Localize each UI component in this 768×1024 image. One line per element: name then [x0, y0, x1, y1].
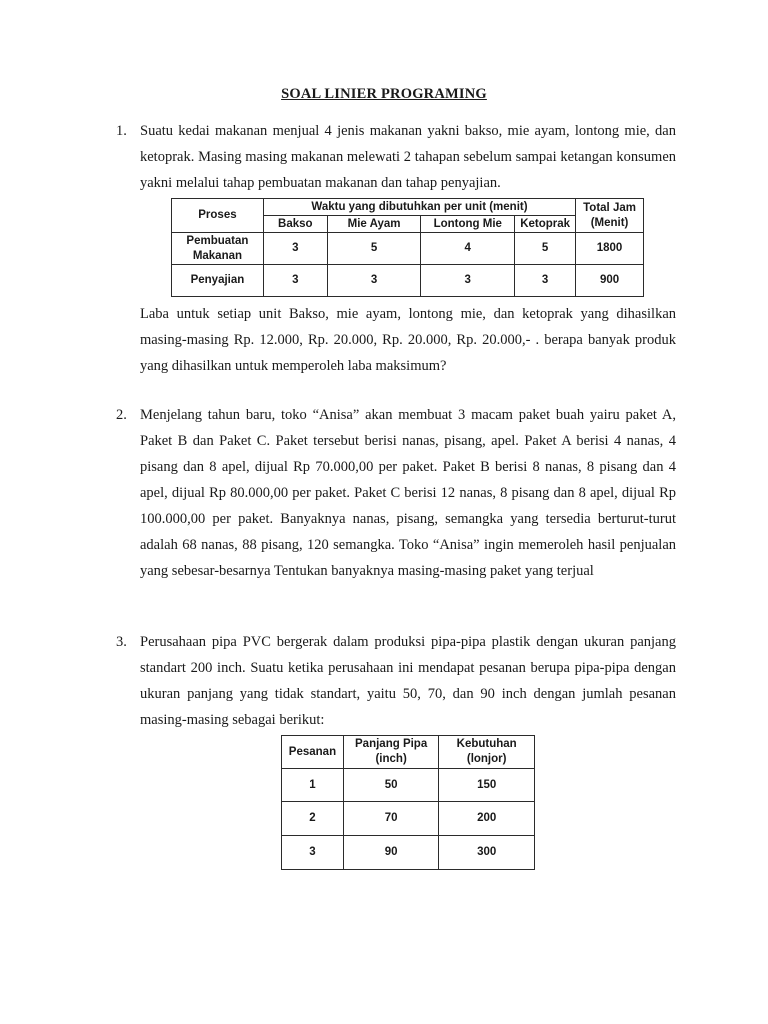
cell: 3 — [515, 265, 576, 297]
cell: 1 — [282, 769, 344, 802]
question-2-text: Menjelang tahun baru, toko “Anisa” akan membuat 3 macam paket buah yairu paket A, Paket B dan Paket C. Paket tersebut berisi nanas, pisang, apel. Paket A berisi 4 nanas, 4 pisang dan 8 apel, dijual Rp 70.000,00 per paket. Paket B berisi 8 nanas, 8 pisang dan 4 apel, dijual Rp 80.000,00 per paket. Paket C berisi 12 nanas, 8 pisang dan 8 apel, dijual Rp 100.000,00 per paket. Banyaknya nanas, pisang, semangka yang tersedia berturut-turut adalah 68 nanas, 88 pisang, 120 semangka. Toko “Anisa” ingin memeroleh hasil penjualan yang sebesar-besarnya Tentukan banyaknya masing-masing paket yang terjual — [140, 407, 676, 579]
table-row — [282, 836, 535, 870]
header-mie-ayam: Mie Ayam — [327, 216, 421, 233]
header-waktu-group: Waktu yang dibutuhkan per unit (menit) — [263, 199, 575, 216]
header-panjang-pipa: Panjang Pipa (inch) — [343, 736, 438, 769]
row-label: Pembuatan Makanan — [172, 233, 264, 265]
cell: 300 — [439, 836, 535, 870]
cell: 2 — [282, 802, 344, 836]
header-bakso: Bakso — [263, 216, 327, 233]
header-proses: Proses — [172, 199, 264, 233]
cell: 3 — [263, 265, 327, 297]
cell: 4 — [421, 233, 515, 265]
cell: 90 — [343, 836, 438, 870]
header-pesanan: Pesanan — [282, 736, 344, 769]
cell: 50 — [343, 769, 438, 802]
cell: 200 — [439, 802, 535, 836]
question-3 — [116, 629, 676, 733]
cell-total: 900 — [576, 265, 644, 297]
cell: 150 — [439, 769, 535, 802]
cell: 3 — [282, 836, 344, 870]
cell: 5 — [327, 233, 421, 265]
header-lontong-mie: Lontong Mie — [421, 216, 515, 233]
table-waktu-produksi — [171, 198, 644, 297]
row-label: Penyajian — [172, 265, 264, 297]
table-row — [172, 233, 644, 265]
header-total-jam: Total Jam (Menit) — [576, 199, 644, 233]
cell: 3 — [421, 265, 515, 297]
table-row — [282, 802, 535, 836]
question-1-text2: Laba untuk setiap unit Bakso, mie ayam, lontong mie, dan ketoprak yang dihasilkan masing-masing Rp. 12.000, Rp. 20.000, Rp. 20.000, Rp. 20.000,- . berapa banyak produk yang dihasilkan untuk memperoleh laba maksimum? — [140, 306, 676, 374]
cell: 3 — [263, 233, 327, 265]
header-ketoprak: Ketoprak — [515, 216, 576, 233]
cell: 3 — [327, 265, 421, 297]
table-row — [282, 769, 535, 802]
question-number: 3. — [116, 634, 127, 650]
question-1-continued — [116, 301, 676, 379]
cell: 70 — [343, 802, 438, 836]
header-kebutuhan: Kebutuhan (lonjor) — [439, 736, 535, 769]
table-pesanan-pipa — [281, 735, 535, 870]
question-1 — [116, 118, 676, 196]
question-1-text: Suatu kedai makanan menjual 4 jenis makanan yakni bakso, mie ayam, lontong mie, dan ketoprak. Masing masing makanan melewati 2 tahapan sebelum sampai ketangan konsumen yakni melalui tahap pembuatan makanan dan tahap penyajian. — [140, 123, 676, 191]
table-row — [172, 265, 644, 297]
cell: 5 — [515, 233, 576, 265]
question-3-text: Perusahaan pipa PVC bergerak dalam produksi pipa-pipa plastik dengan ukuran panjang standart 200 inch. Suatu ketika perusahaan ini mendapat pesanan berupa pipa-pipa dengan ukuran panjang yang tidak standart, yaitu 50, 70, dan 90 inch dengan jumlah pesanan masing-masing sebagai berikut: — [140, 634, 676, 728]
document-title: SOAL LINIER PROGRAMING — [281, 86, 487, 102]
cell-total: 1800 — [576, 233, 644, 265]
question-number: 2. — [116, 407, 127, 423]
question-2 — [116, 402, 676, 584]
question-number: 1. — [116, 123, 127, 139]
